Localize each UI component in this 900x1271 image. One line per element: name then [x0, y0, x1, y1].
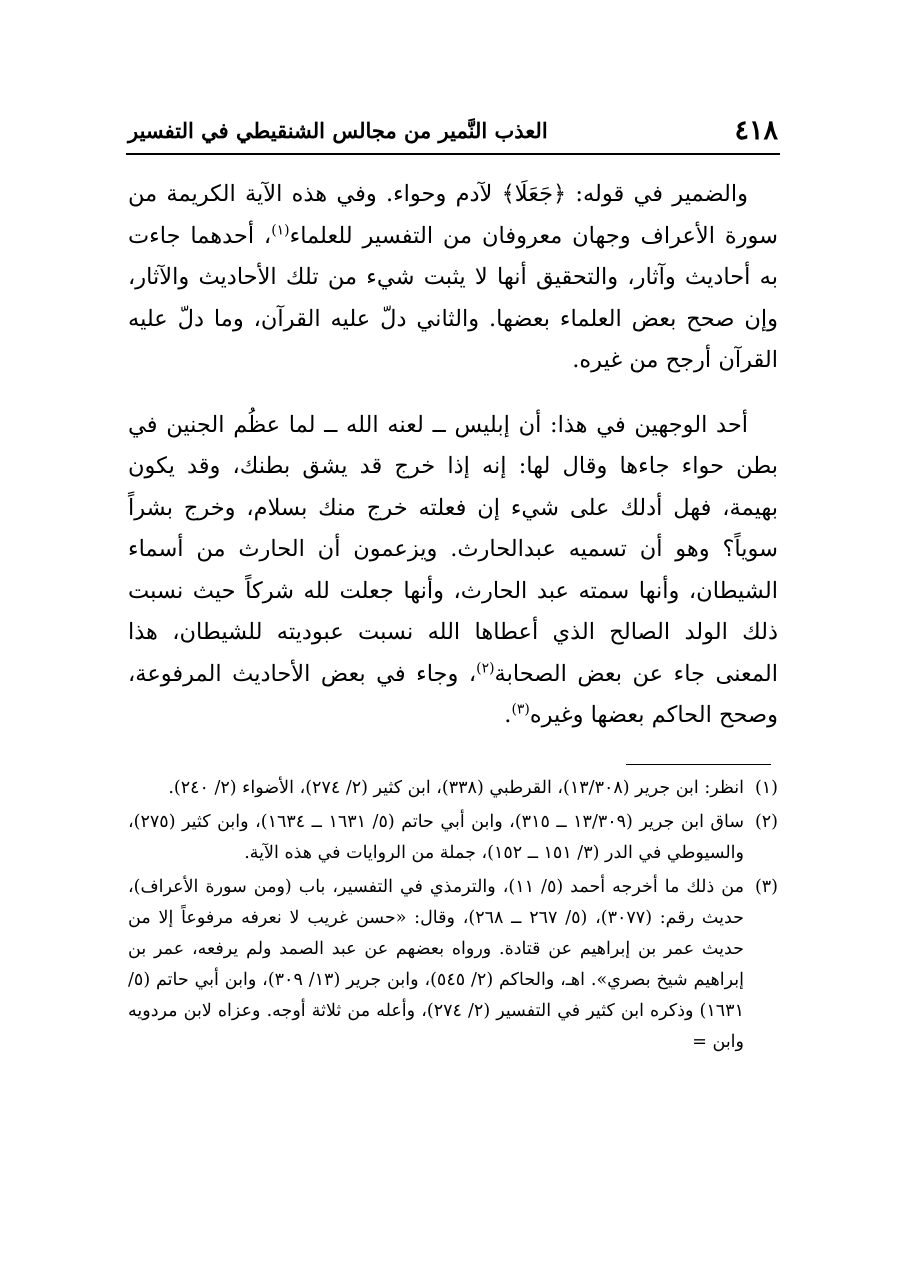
footnote-ref-1: (١) — [271, 222, 290, 238]
paragraph-2-text-c: . — [504, 702, 512, 728]
page-number: ٤١٨ — [734, 115, 778, 146]
footnotes — [128, 773, 778, 1061]
paragraph-2-text-a: أحد الوجهين في هذا: أن إبليس ــ لعنه الله ــ لما عظُم الجنين في بطن حواء جاءها وقال لها: إنه إذا خرج قد يشق بطنك، وقد يكون بهيمة، فهل أدلك على شيء إن فعلته خرج منك بسلام، وخرج بشراً سوياً؟ وهو أن تسميه عبدالحارث. ويزعمون أن الحارث من أسماء الشيطان، وأنها سمته عبد الحارث، وأنها جعلت لله شركاً حيث نسبت ذلك الولد الصالح الذي أعطاها الله نسبت عبوديته للشيطان، هذا المعنى جاء عن بعض الصحابة — [128, 411, 778, 687]
footnote-text: من ذلك ما أخرجه أحمد (٥/ ١١)، والترمذي في التفسير، باب (ومن سورة الأعراف)، حديث رقم: (٣٠٧٧)، (٥/ ٢٦٧ ــ ٢٦٨)، وقال: «حسن غريب لا نعرفه مرفوعاً إلا من حديث عمر بن إبراهيم عن قتادة. ورواه بعضهم عن عبد الصمد ولم يرفعه، عمر بن إبراهيم شيخ بصري». اهـ، والحاكم (٢/ ٥٤٥)، وابن جرير (١٣/ ٣٠٩)، وابن أبي حاتم (٥/ ١٦٣١) وذكره ابن كثير في التفسير (٢/ ٢٧٤)، وأعله من ثلاثة أوجه. وعزاه لابن مردويه وابن = — [128, 877, 744, 1052]
footnote-text: ساق ابن جرير (١٣/٣٠٩ ــ ٣١٥)، وابن أبي حاتم (٥/ ١٦٣١ ــ ١٦٣٤)، وابن كثير (٢٧٥)، والسيوطي في الدر (٣/ ١٥١ ــ ١٥٢)، جملة من الروايات في هذه الآية. — [128, 812, 745, 863]
paragraph-2-text-b: ، وجاء في بعض الأحاديث المرفوعة، وصحح الحاكم بعضها وغيره — [128, 660, 778, 728]
footnote-2 — [128, 807, 778, 869]
footnote-number: (٢) — [754, 812, 778, 832]
footnote-1 — [128, 773, 778, 804]
running-title: العذب النَّمير من مجالس الشنقيطي في التفسير — [128, 118, 548, 143]
footnote-separator — [626, 764, 771, 765]
paragraph-2 — [128, 405, 778, 737]
paragraph-1 — [128, 174, 778, 382]
footnote-number: (٣) — [754, 877, 778, 897]
paragraph-1-text-b: ، أحدهما جاءت به أحاديث وآثار، والتحقيق أنها لا يثبت شيء من تلك الأحاديث والآثار، وإن صحح بعض العلماء بعضها. والثاني دلّ عليه القرآن، وما دلّ عليه القرآن أرجح من غيره. — [128, 222, 778, 373]
paragraph-1-text-a: والضمير في قوله: ﴿جَعَلَا﴾ لآدم وحواء. وفي هذه الآية الكريمة من سورة الأعراف وجهان معروفان من التفسير للعلماء — [128, 181, 778, 249]
footnote-number: (١) — [754, 778, 778, 798]
footnote-ref-2: (٢) — [476, 660, 495, 676]
footnote-ref-3: (٣) — [511, 701, 530, 718]
footnote-text: انظر: ابن جرير (١٣/٣٠٨)، القرطبي (٣٣٨)، ابن كثير (٢/ ٢٧٤)، الأضواء (٢/ ٢٤٠). — [168, 778, 744, 798]
header-rule — [126, 153, 780, 155]
page-header — [128, 112, 778, 152]
footnote-3 — [128, 872, 778, 1058]
main-text — [128, 174, 778, 737]
